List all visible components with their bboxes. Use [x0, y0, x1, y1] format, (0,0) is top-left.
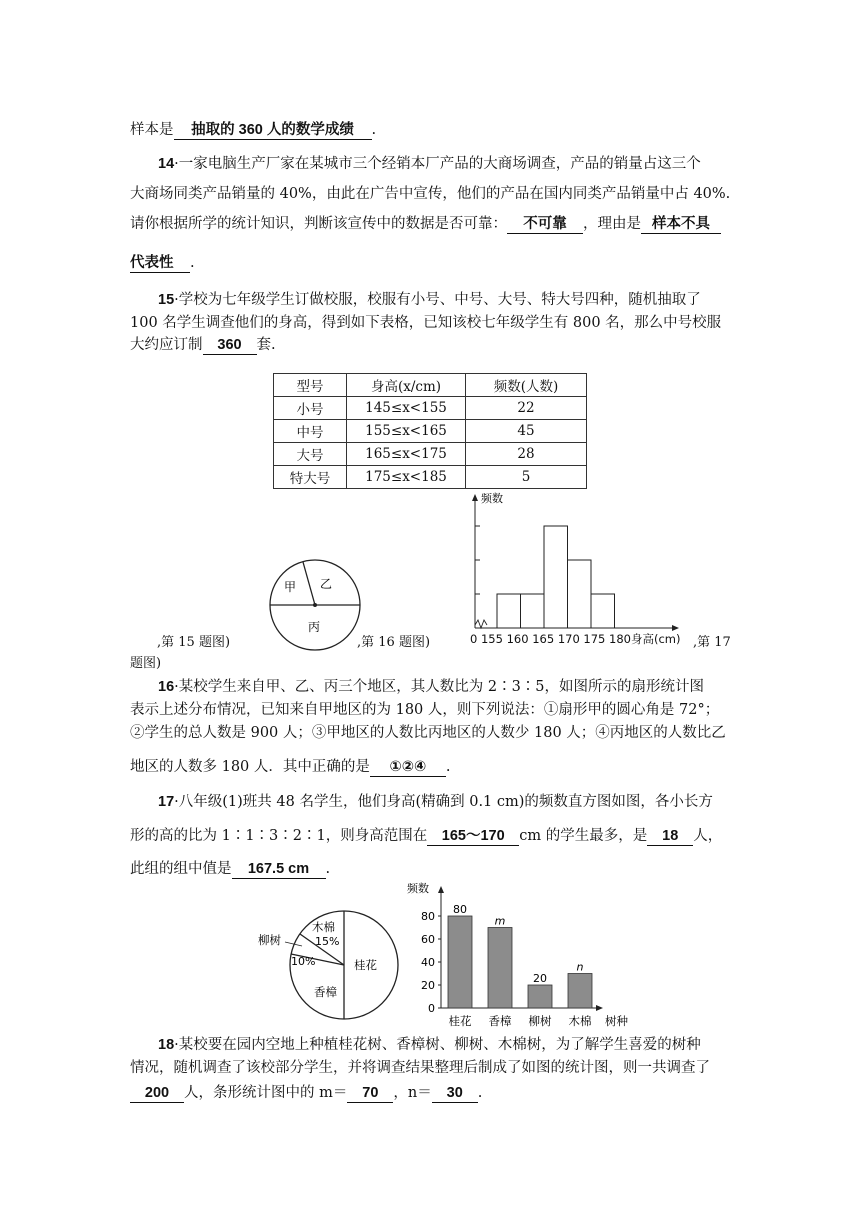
bar [528, 985, 552, 1008]
answer-blank: 代表性 [130, 255, 190, 273]
answer-blank: 抽取的 360 人的数学成绩 [174, 122, 372, 140]
figure-caption: ,第 16 题图) [357, 635, 431, 650]
answer-blank: 70 [347, 1085, 393, 1103]
answer-blank: 不可靠 [507, 216, 583, 234]
question-14: 14·一家电脑生产厂家在某城市三个经销本厂产品的大商场调查，产品的销量占这三个 [158, 156, 701, 172]
bar [568, 974, 592, 1009]
x-axis-ticks: 0 155 160 165 170 175 180身高(cm) [470, 632, 681, 646]
pie-label: 丙 [308, 620, 321, 634]
histogram-bar [568, 560, 592, 628]
y-tick-label: 40 [421, 956, 435, 969]
table-row [274, 443, 587, 466]
text-line: 此组的组中值是 167.5 cm . [130, 861, 331, 877]
text-line: 形的高的比为 1∶1∶3∶2∶1，则身高范围在 165～170 cm 的学生最多，是 18 人， [130, 828, 723, 844]
bar-value-label: n [576, 960, 584, 974]
text-line: 地区的人数多 180 人．其中正确的是 ①②④ . [130, 759, 451, 775]
question-18: 18·某校要在园内空地上种植桂花树、香樟树、柳树、木棉树，为了解学生喜爱的树种 [158, 1037, 701, 1053]
table-cell: 22 [466, 397, 587, 420]
pie-label: 香樟 [314, 985, 337, 999]
answer-blank: 18 [647, 828, 693, 846]
category-label: 香樟 [488, 1014, 512, 1028]
category-label: 柳树 [528, 1014, 552, 1028]
pie-label: 木棉 [312, 920, 335, 934]
table-cell: 中号 [274, 420, 347, 443]
answer-blank: 167.5 cm [232, 861, 326, 879]
table-cell: 45 [466, 420, 587, 443]
y-tick-label: 80 [421, 910, 435, 923]
text-line: 代表性 . [130, 255, 195, 271]
pie-chart-q18 [252, 905, 400, 1021]
y-tick-label: 0 [428, 1002, 435, 1015]
y-axis-label: 频数 [481, 492, 503, 505]
y-axis-label: 频数 [407, 882, 429, 895]
text-line: 200 人，条形统计图中的 m＝ 70 ，n＝ 30 . [130, 1081, 482, 1103]
table-header: 身高(x/cm) [347, 374, 466, 397]
y-tick-label: 60 [421, 933, 435, 946]
text-line: 样本是 抽取的 360 人的数学成绩 . [130, 122, 377, 138]
category-label: 桂花 [448, 1014, 472, 1028]
figure-caption: ,第 15 题图) [157, 635, 231, 650]
answer-blank: ①②④ [370, 759, 446, 777]
pie-label: 柳树 [258, 933, 281, 947]
answer-blank: 165～170 [427, 828, 519, 846]
answer-blank: 样本不具 [641, 216, 721, 234]
y-tick-label: 20 [421, 979, 435, 992]
table-cell: 小号 [274, 397, 347, 420]
table-cell: 145≤x<155 [347, 397, 466, 420]
text-line: 请你根据所学的统计知识，判断该宣传中的数据是否可靠： 不可靠 ，理由是 样本不具 [130, 212, 721, 234]
category-label: 木棉 [568, 1014, 592, 1028]
question-17: 17·八年级(1)班共 48 名学生，他们身高(精确到 0.1 cm)的频数直方图如图，各小长方 [158, 794, 713, 810]
table-cell: 大号 [274, 443, 347, 466]
text-line: 100 名学生调查他们的身高，得到如下表格，已知该校七年级学生有 800 名，那么中号校服 [130, 315, 722, 331]
table-cell: 特大号 [274, 466, 347, 489]
text-line: 大约应订制 360 套. [130, 337, 276, 353]
bar-value-label: m [494, 914, 506, 928]
table-cell: 28 [466, 443, 587, 466]
x-axis-label: 树种 [605, 1014, 628, 1028]
bar [488, 928, 512, 1009]
bar [448, 916, 472, 1008]
answer-blank: 360 [203, 337, 257, 355]
question-16: 16·某校学生来自甲、乙、丙三个地区，其人数比为 2∶3∶5，如图所示的扇形统计图 [158, 679, 705, 695]
histogram-bar [521, 594, 545, 628]
table-row [274, 420, 587, 443]
table-cell: 175≤x<185 [347, 466, 466, 489]
histogram-q17 [455, 488, 705, 648]
table-row [274, 466, 587, 489]
table-cell: 5 [466, 466, 587, 489]
table-header: 频数(人数) [466, 374, 587, 397]
table-cell: 165≤x<175 [347, 443, 466, 466]
answer-blank: 200 [130, 1085, 184, 1103]
size-table [273, 373, 587, 489]
table-header-row [274, 374, 587, 397]
table-header: 型号 [274, 374, 347, 397]
figure-caption: ,第 17 [693, 635, 731, 650]
pie-percent: 10% [291, 955, 316, 968]
question-15: 15·学校为七年级学生订做校服，校服有小号、中号、大号、特大号四种，随机抽取了 [158, 292, 701, 308]
pie-percent: 15% [315, 935, 340, 948]
text-line: 大商场同类产品销量的 40%，由此在广告中宣传，他们的产品在国内同类产品销量中占 40%. [130, 186, 731, 202]
pie-label: 桂花 [354, 958, 377, 972]
answer-blank: 30 [432, 1085, 478, 1103]
figure-caption: 题图) [130, 656, 162, 671]
histogram-bar [497, 594, 521, 628]
text-line: 情况，随机调查了该校部分学生，并将调查结果整理后制成了如图的统计图，则一共调查了 [130, 1060, 710, 1076]
bar-value-label: 20 [533, 972, 547, 985]
bar-chart-q18 [405, 878, 645, 1028]
pie-chart-q16 [268, 558, 364, 654]
histogram-bar [544, 526, 568, 628]
bar-value-label: 80 [453, 903, 467, 916]
histogram-bar [591, 594, 615, 628]
table-cell: 155≤x<165 [347, 420, 466, 443]
table-row [274, 397, 587, 420]
text-line: ②学生的总人数是 900 人；③甲地区的人数比丙地区的人数少 180 人；④丙地区的人数比乙 [130, 725, 726, 741]
pie-label: 乙 [320, 577, 333, 591]
text-line: 表示上述分布情况，已知来自甲地区的为 180 人，则下列说法：①扇形甲的圆心角是 72°； [130, 702, 720, 718]
pie-label: 甲 [284, 580, 297, 594]
